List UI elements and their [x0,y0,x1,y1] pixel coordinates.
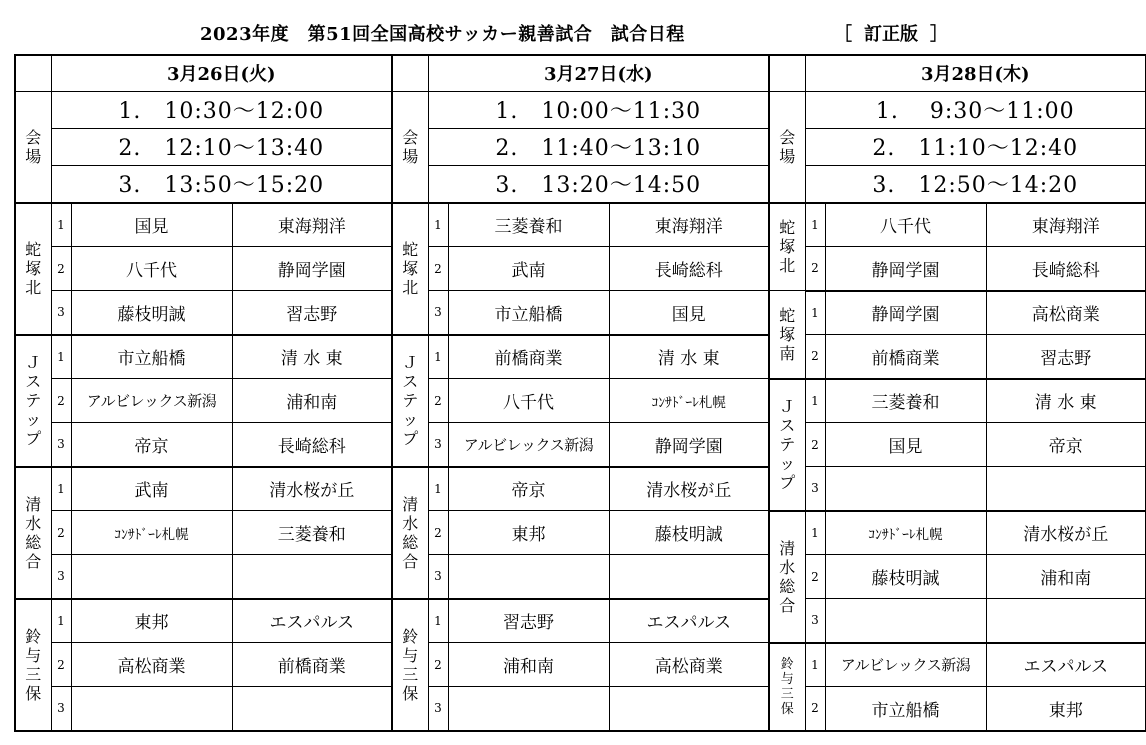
match-number: 3 [428,687,448,731]
match-row [15,511,1146,555]
date-day3: 3月28日(木) [805,55,1146,91]
home-team: 武南 [448,247,609,291]
match-number: 1 [805,643,825,687]
corner-cell [769,55,805,91]
corner-cell [15,55,51,91]
away-team: 長崎総科 [232,423,392,467]
venue-j-step: Ｊ ス テ ッ プ [15,335,51,467]
match-row [15,335,1146,379]
match-number: 3 [428,555,448,599]
home-team: 帝京 [71,423,232,467]
home-team: 八千代 [448,379,609,423]
home-team: アルビレックス新潟 [825,643,986,687]
match-number: 1 [51,467,71,511]
away-team: 清水桜が丘 [986,511,1146,555]
away-team: エスパルス [986,643,1146,687]
venue-hiratsuka-kita: 蛇 塚 北 [392,203,428,335]
match-row [15,423,1146,467]
home-team: 東邦 [448,511,609,555]
match-row [15,599,1146,643]
time-slot: 1. 10:00〜11:30 [428,91,769,128]
venue-hiratsuka-kita: 蛇 塚 北 [769,203,805,291]
match-number: 1 [428,599,448,643]
home-team: 武南 [71,467,232,511]
match-number: 2 [428,247,448,291]
match-number: 1 [428,467,448,511]
match-row [15,247,1146,291]
home-team [71,555,232,599]
match-number: 2 [51,643,71,687]
match-row [15,687,1146,731]
venue-shimizu-sogo: 清 水 総 合 [769,511,805,643]
match-number: 1 [51,203,71,247]
venue-label-day2: 会 場 [392,91,428,203]
match-row [15,203,1146,247]
schedule-table [14,54,1146,732]
home-team: 前橋商業 [448,335,609,379]
away-team: 東海翔洋 [232,203,392,247]
away-team: エスパルス [609,599,769,643]
home-team: 三菱養和 [825,379,986,423]
match-number: 2 [51,511,71,555]
time-row-3 [15,165,1146,203]
home-team [71,687,232,731]
away-team: 清水桜が丘 [232,467,392,511]
home-team: 八千代 [825,203,986,247]
away-team: 藤枝明誠 [609,511,769,555]
home-team: 静岡学園 [825,247,986,291]
venue-shimizu-sogo: 清 水 総 合 [392,467,428,599]
away-team: 清水桜が丘 [609,467,769,511]
away-team [609,555,769,599]
match-number: 2 [805,687,825,731]
home-team [448,687,609,731]
match-number: 2 [805,555,825,599]
revision-label-group [834,20,948,46]
match-number: 2 [805,423,825,467]
home-team: 帝京 [448,467,609,511]
venue-suzuyo-miho: 鈴 与 三 保 [392,599,428,731]
away-team: 東海翔洋 [609,203,769,247]
time-slot: 1. 10:30〜12:00 [51,91,392,128]
match-number: 1 [805,203,825,247]
away-team [986,599,1146,643]
match-number: 3 [805,467,825,511]
match-number: 2 [805,247,825,291]
time-slot: 3. 13:50〜15:20 [51,165,392,203]
away-team: 浦和南 [986,555,1146,599]
away-team: 浦和南 [232,379,392,423]
away-team: 清 水 東 [609,335,769,379]
home-team [825,467,986,511]
home-team: ｺﾝｻﾄﾞｰﾚ札幌 [71,511,232,555]
away-team: 清 水 東 [986,379,1146,423]
home-team: 東邦 [71,599,232,643]
match-row [15,555,1146,599]
match-number: 1 [51,599,71,643]
away-team: 東海翔洋 [986,203,1146,247]
time-slot: 2. 12:10〜13:40 [51,128,392,165]
away-team: 清 水 東 [232,335,392,379]
revision-bracket-open: ［ [834,24,852,45]
match-number: 1 [805,511,825,555]
away-team: 帝京 [986,423,1146,467]
away-team: 静岡学園 [232,247,392,291]
revision-label: 訂正版 [864,24,918,45]
venue-j-step: Ｊ ス テ ッ プ [769,379,805,511]
home-team: 浦和南 [448,643,609,687]
home-team: アルビレックス新潟 [71,379,232,423]
match-number: 3 [805,599,825,643]
home-team: アルビレックス新潟 [448,423,609,467]
away-team: エスパルス [232,599,392,643]
home-team: 高松商業 [71,643,232,687]
home-team: 市立船橋 [448,291,609,335]
match-number: 3 [51,555,71,599]
match-number: 1 [805,379,825,423]
time-row-2 [15,128,1146,165]
home-team: ｺﾝｻﾄﾞｰﾚ札幌 [825,511,986,555]
time-slot: 3. 12:50〜14:20 [805,165,1146,203]
match-row [15,467,1146,511]
match-number: 1 [51,335,71,379]
match-number: 2 [51,379,71,423]
match-number: 1 [428,335,448,379]
date-day2: 3月27日(水) [428,55,769,91]
away-team [232,555,392,599]
venue-label-day1: 会 場 [15,91,51,203]
home-team [448,555,609,599]
time-row-1 [15,91,1146,128]
title-bar [0,14,1146,48]
match-row [15,643,1146,687]
match-row [15,291,1146,335]
home-team: 国見 [825,423,986,467]
match-row [15,379,1146,423]
away-team: 長崎総科 [609,247,769,291]
match-number: 3 [51,423,71,467]
revision-bracket-close: ］ [930,24,948,45]
home-team: 国見 [71,203,232,247]
match-number: 1 [805,291,825,335]
match-number: 3 [51,291,71,335]
match-number: 2 [805,335,825,379]
match-number: 2 [428,643,448,687]
home-team: 八千代 [71,247,232,291]
home-team: 前橋商業 [825,335,986,379]
venue-suzuyo-miho: 鈴 与 三 保 [769,643,805,731]
time-slot: 2. 11:40〜13:10 [428,128,769,165]
match-number: 3 [428,423,448,467]
away-team [232,687,392,731]
match-number: 1 [428,203,448,247]
away-team: 習志野 [986,335,1146,379]
away-team: 前橋商業 [232,643,392,687]
home-team: 静岡学園 [825,291,986,335]
away-team: 国見 [609,291,769,335]
page-title: 2023年度 第51回全国高校サッカー親善試合 試合日程 [200,24,685,45]
date-header-row [15,55,1146,91]
time-slot: 2. 11:10〜12:40 [805,128,1146,165]
away-team: 静岡学園 [609,423,769,467]
home-team: 市立船橋 [825,687,986,731]
venue-label-day3: 会 場 [769,91,805,203]
home-team: 藤枝明誠 [71,291,232,335]
match-number: 3 [428,291,448,335]
away-team: ｺﾝｻﾄﾞｰﾚ札幌 [609,379,769,423]
match-number: 2 [51,247,71,291]
time-slot: 1. 9:30〜11:00 [805,91,1146,128]
corner-cell [392,55,428,91]
away-team: 高松商業 [609,643,769,687]
date-day1: 3月26日(火) [51,55,392,91]
venue-shimizu-sogo: 清 水 総 合 [15,467,51,599]
home-team [825,599,986,643]
home-team: 市立船橋 [71,335,232,379]
home-team: 習志野 [448,599,609,643]
time-slot: 3. 13:20〜14:50 [428,165,769,203]
away-team [986,467,1146,511]
away-team: 東邦 [986,687,1146,731]
match-number: 3 [51,687,71,731]
venue-suzuyo-miho: 鈴 与 三 保 [15,599,51,731]
away-team [609,687,769,731]
venue-hiratsuka-kita: 蛇 塚 北 [15,203,51,335]
home-team: 三菱養和 [448,203,609,247]
away-team: 長崎総科 [986,247,1146,291]
away-team: 習志野 [232,291,392,335]
away-team: 三菱養和 [232,511,392,555]
venue-hiratsuka-minami: 蛇 塚 南 [769,291,805,379]
home-team: 藤枝明誠 [825,555,986,599]
away-team: 高松商業 [986,291,1146,335]
match-number: 2 [428,379,448,423]
venue-j-step: Ｊ ス テ ッ プ [392,335,428,467]
match-number: 2 [428,511,448,555]
